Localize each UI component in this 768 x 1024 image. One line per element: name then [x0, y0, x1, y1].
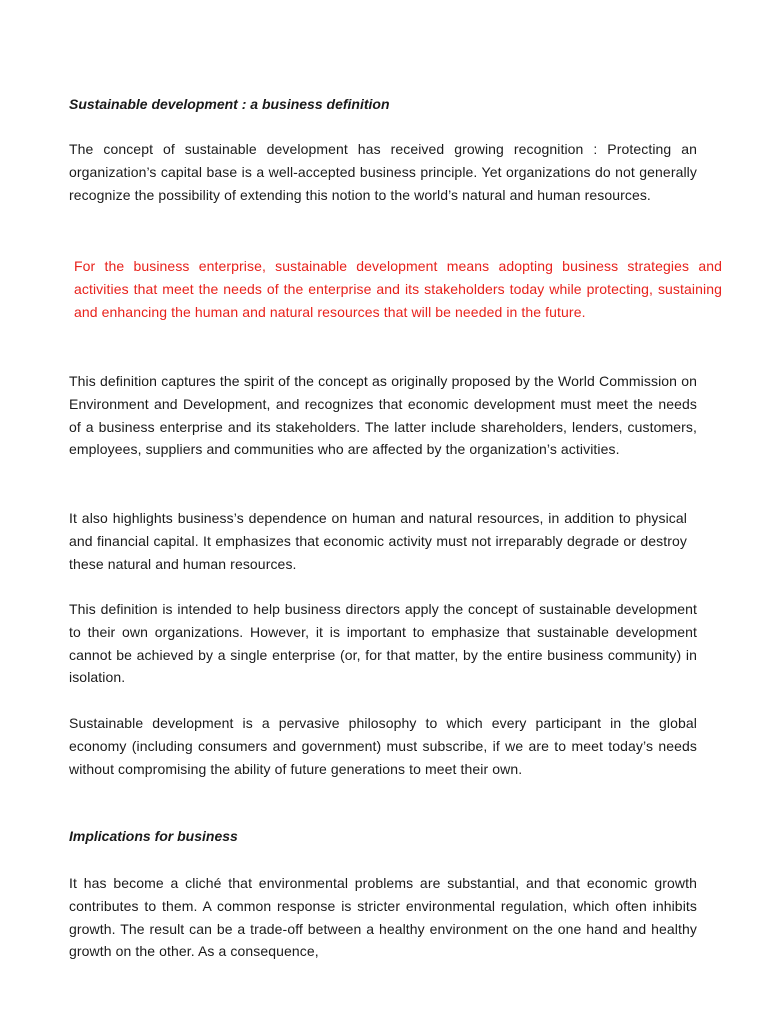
paragraph-philosophy: Sustainable development is a pervasive philosophy to which every participant in the global economy (including consumers and government) must subscribe, if we are to meet today’s needs without compromising the ability of future generations to meet their own.	[69, 715, 697, 777]
paragraph-intro: The concept of sustainable development has received growing recognition : Protecting an organization’s capital base is a well-accepted business principle. Yet organizations do not generally recognize the possibility of extending this notion to the world’s natural and human resources.	[69, 141, 697, 203]
section-heading-implications: Implications for business	[69, 828, 238, 844]
paragraph-definition-spirit: This definition captures the spirit of the concept as originally proposed by the World Commission on Environment and Development, and recognizes that economic development must meet the needs of a business enterprise and its stakeholders. The latter include shareholders, lenders, customers, employees, suppliers and communities who are affected by the organization’s activities.	[69, 373, 697, 458]
section-heading-definition: Sustainable development : a business definition	[69, 96, 390, 112]
paragraph-dependence: It also highlights business’s dependence on human and natural resources, in addition to physical and financial capital. It emphasizes that economic activity must not irreparably degrade or destroy these natural and human resources.	[69, 510, 687, 572]
paragraph-directors: This definition is intended to help business directors apply the concept of sustainable development to their own organizations. However, it is important to emphasize that sustainable development cannot be achieved by a single enterprise (or, for that matter, by the entire business community) in isolation.	[69, 601, 697, 686]
paragraph-definition-highlight: For the business enterprise, sustainable development means adopting business strategies and activities that meet the needs of the enterprise and its stakeholders today while protecting, sustaining and enhancing the human and natural resources that will be needed in the future.	[74, 258, 722, 320]
paragraph-implications: It has become a cliché that environmental problems are substantial, and that economic growth contributes to them. A common response is stricter environmental regulation, which often inhibits growth. The result can be a trade-off between a healthy environment on the one hand and healthy growth on the other. As a consequence,	[69, 875, 697, 960]
